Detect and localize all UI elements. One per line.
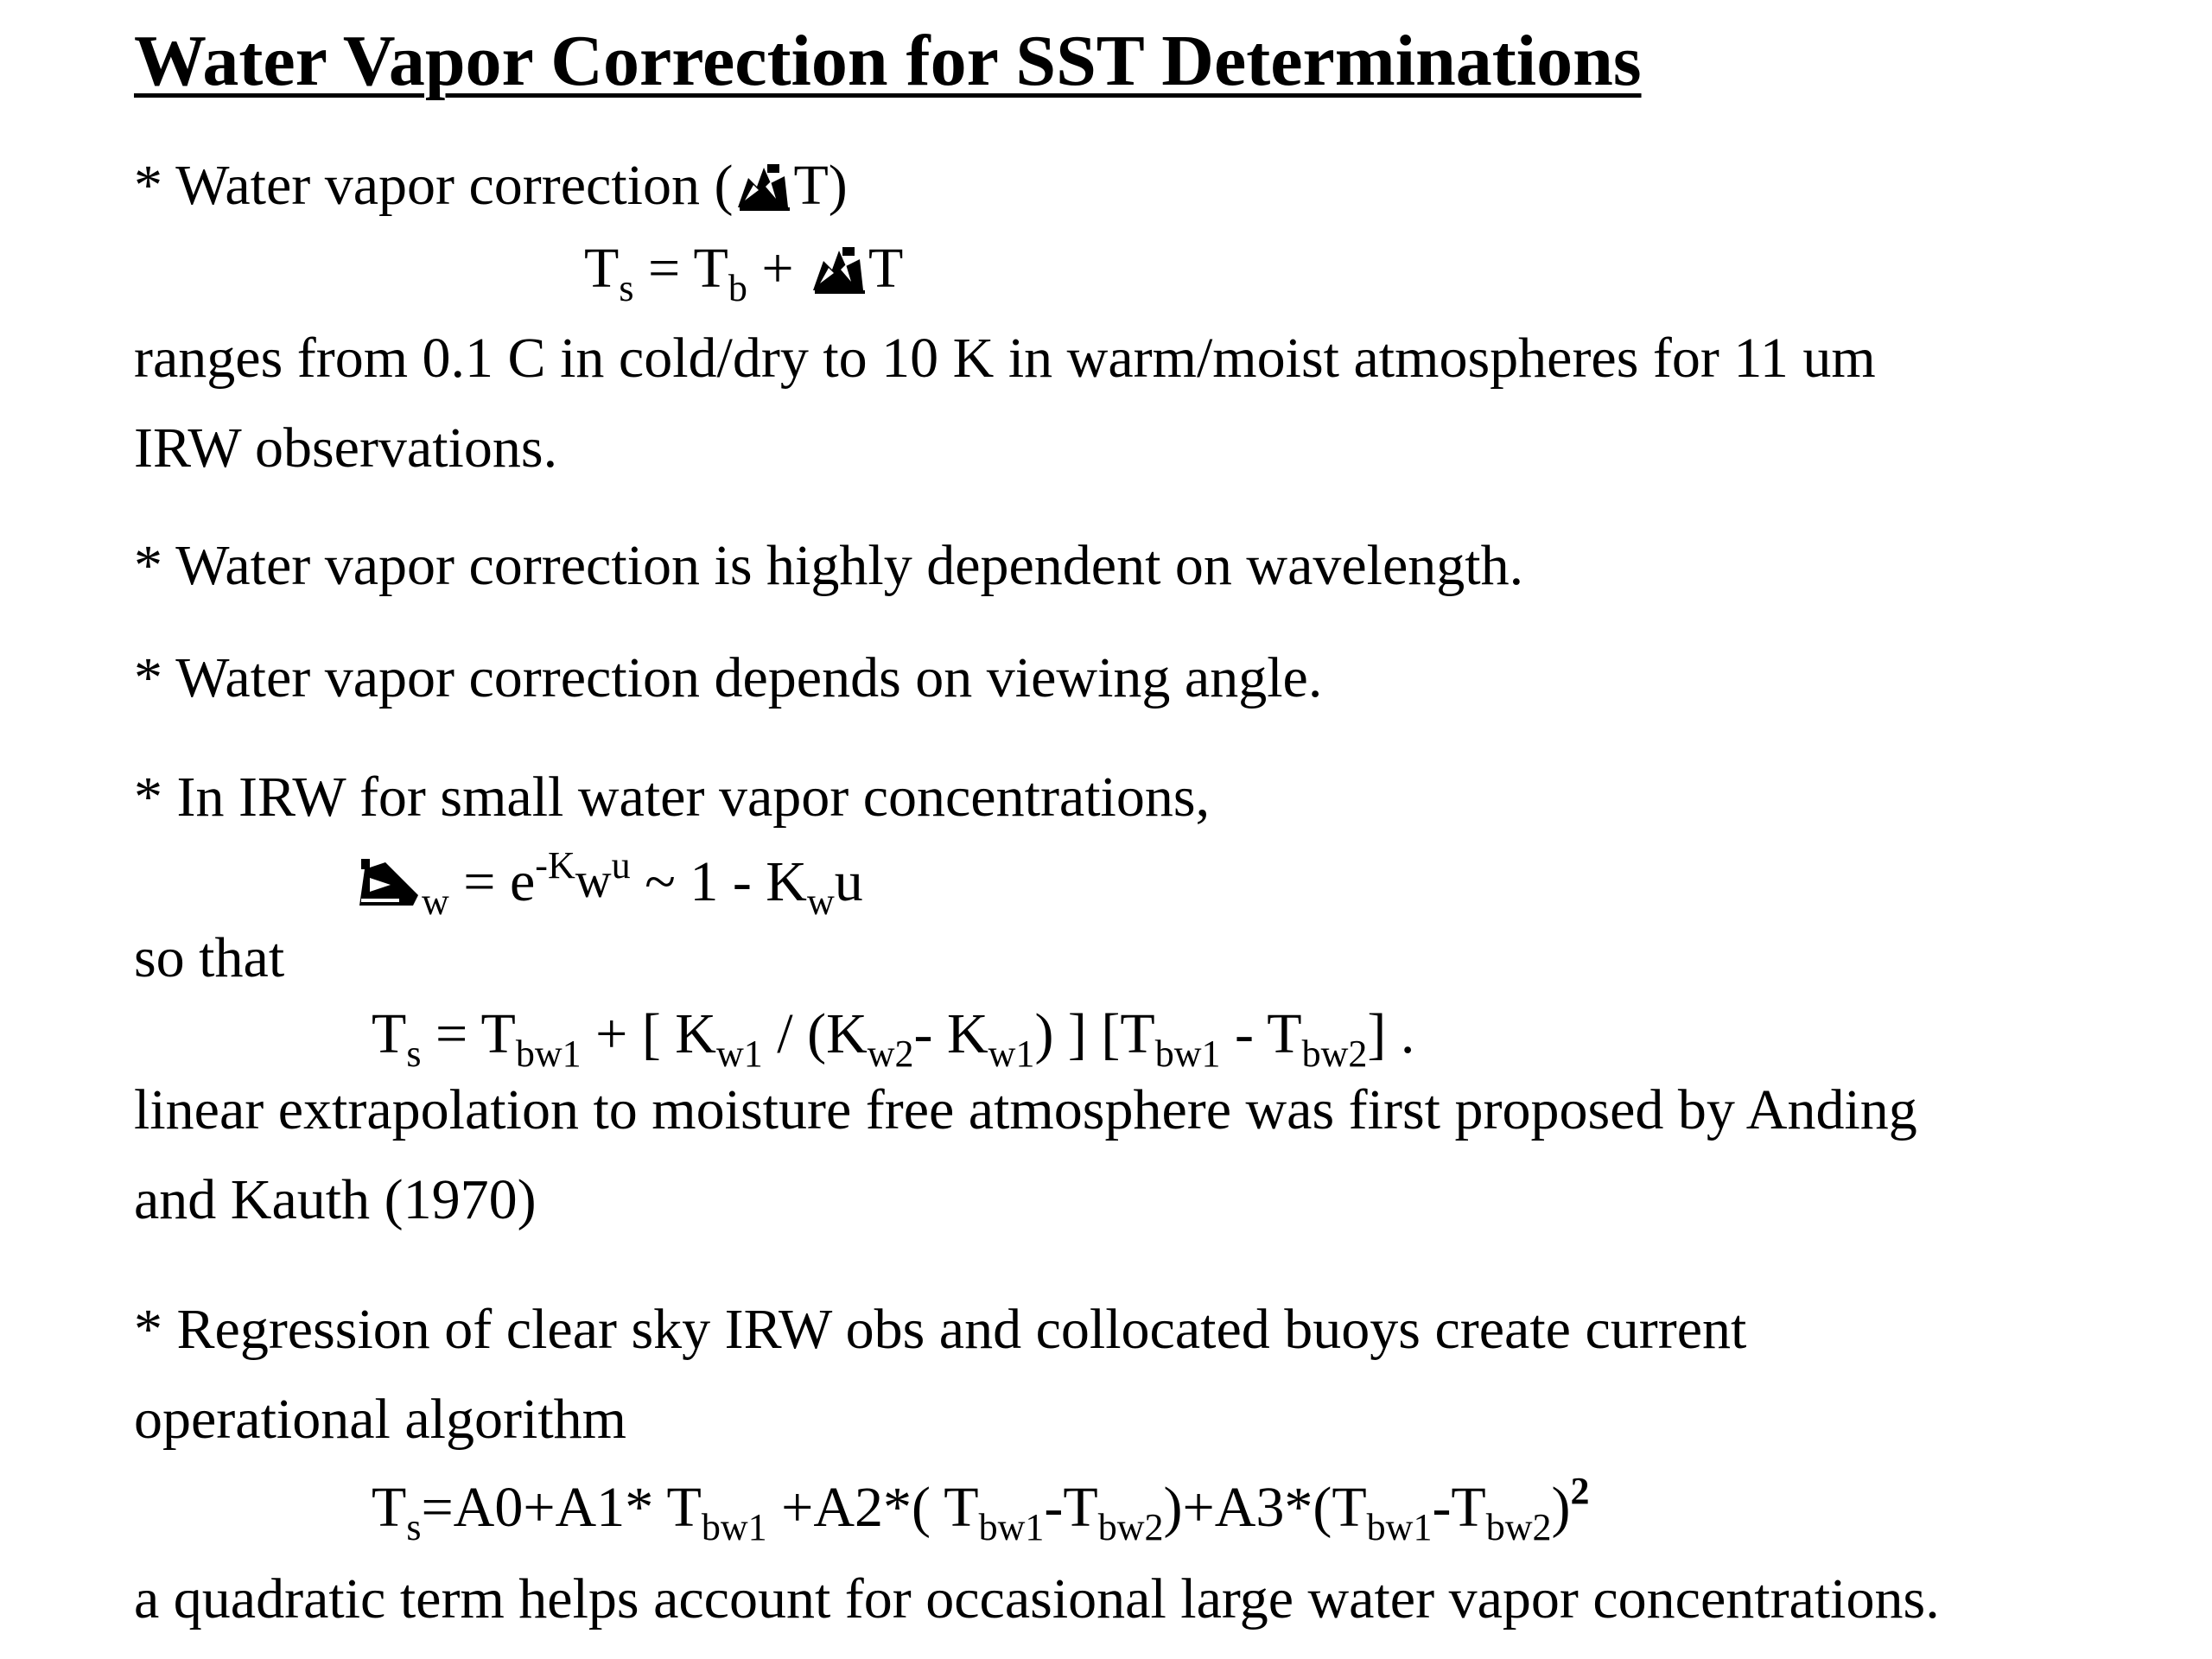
- page-title: Water Vapor Correction for SST Determinations: [134, 21, 1642, 101]
- bullet1-line2: ranges from 0.1 C in cold/dry to 10 K in warm/moist atmospheres for 11 um: [134, 327, 1876, 390]
- eq-symbol: )+A3*(T: [1163, 1476, 1367, 1539]
- eq-superscript: 2: [1570, 1470, 1590, 1512]
- eq-subscript: bw2: [1301, 1033, 1368, 1075]
- eq-symbol: = T: [421, 1002, 516, 1065]
- equation-tau-w: [356, 844, 863, 923]
- bullet-viewing-angle: * Water vapor correction depends on viewing angle.: [134, 646, 1323, 709]
- equation-linear-extrapolation: [372, 1002, 1415, 1075]
- eq-symbol: T: [372, 1476, 407, 1539]
- bullet4-line3: and Kauth (1970): [134, 1168, 537, 1231]
- eq-symbol: ) ] [T: [1034, 1002, 1155, 1065]
- bullet1-line3: IRW observations.: [134, 416, 558, 480]
- eq-symbol: T: [372, 1002, 407, 1065]
- eq-subscript: bw1: [515, 1033, 582, 1075]
- bullet-regression: * Regression of clear sky IRW obs and collocated buoys create current: [134, 1298, 1747, 1361]
- eq-subscript: b: [728, 267, 747, 309]
- eq-subscript: s: [619, 267, 634, 309]
- eq-symbol: =A0+A1* T: [421, 1476, 702, 1539]
- eq-symbol: u: [834, 850, 863, 913]
- eq-symbol: - K: [913, 1002, 988, 1065]
- eq-subscript: bw2: [1097, 1506, 1164, 1548]
- eq-subscript: bw1: [1154, 1033, 1221, 1075]
- eq-subscript: w1: [715, 1033, 763, 1075]
- eq-symbol: T: [584, 237, 620, 300]
- delta-symbol-icon: [808, 244, 868, 294]
- eq-symbol: ] .: [1367, 1002, 1415, 1065]
- eq-subscript: w: [806, 880, 835, 923]
- eq-symbol: -T: [1044, 1476, 1098, 1539]
- eq-symbol: +: [747, 237, 809, 300]
- eq-subscript: bw2: [1485, 1506, 1552, 1548]
- bullet-wavelength: * Water vapor correction is highly dependent on wavelength.: [134, 534, 1524, 597]
- eq-subscript: bw1: [701, 1506, 767, 1548]
- bullet4-line2: linear extrapolation to moisture free atmosphere was first proposed by Anding: [134, 1078, 1917, 1141]
- eq-symbol: +A2*( T: [766, 1476, 979, 1539]
- eq-symbol: ~ 1 - K: [630, 850, 807, 913]
- bullet5-line3: a quadratic term helps account for occasional large water vapor concentrations.: [134, 1567, 1940, 1630]
- eq-subscript: s: [406, 1506, 422, 1548]
- tau-symbol-icon: [356, 857, 422, 907]
- eq-symbol: T: [868, 237, 904, 300]
- eq-subscript: w: [422, 880, 449, 923]
- eq-subscript: w1: [988, 1033, 1035, 1075]
- eq-superscript: u: [611, 844, 631, 887]
- eq-subscript: bw1: [1366, 1506, 1433, 1548]
- eq-symbol: = e: [448, 850, 536, 913]
- eq-subscript: bw1: [978, 1506, 1045, 1548]
- eq-symbol: -T: [1432, 1476, 1486, 1539]
- bullet1-suffix: T): [793, 154, 848, 217]
- eq-symbol: ): [1551, 1476, 1571, 1539]
- eq-symbol: w: [575, 852, 612, 908]
- bullet5-line2: operational algorithm: [134, 1388, 626, 1451]
- bullet1-prefix: * Water vapor correction (: [134, 154, 734, 217]
- bullet-irw-small-concentrations: * In IRW for small water vapor concentrations,: [134, 766, 1211, 829]
- eq-symbol: + [ K: [581, 1002, 716, 1065]
- delta-symbol-icon: [733, 161, 793, 211]
- equation-ts-tb-delta: [584, 237, 904, 309]
- bullet-water-vapor-correction: [134, 154, 848, 217]
- equation-operational-algorithm: [372, 1470, 1590, 1548]
- eq-symbol: - T: [1220, 1002, 1302, 1065]
- eq-symbol: = T: [633, 237, 728, 300]
- eq-subscript: w2: [867, 1033, 914, 1075]
- so-that-label: so that: [134, 926, 285, 989]
- eq-superscript: -K: [535, 844, 575, 887]
- eq-subscript: s: [406, 1033, 422, 1075]
- eq-symbol: / (K: [762, 1002, 868, 1065]
